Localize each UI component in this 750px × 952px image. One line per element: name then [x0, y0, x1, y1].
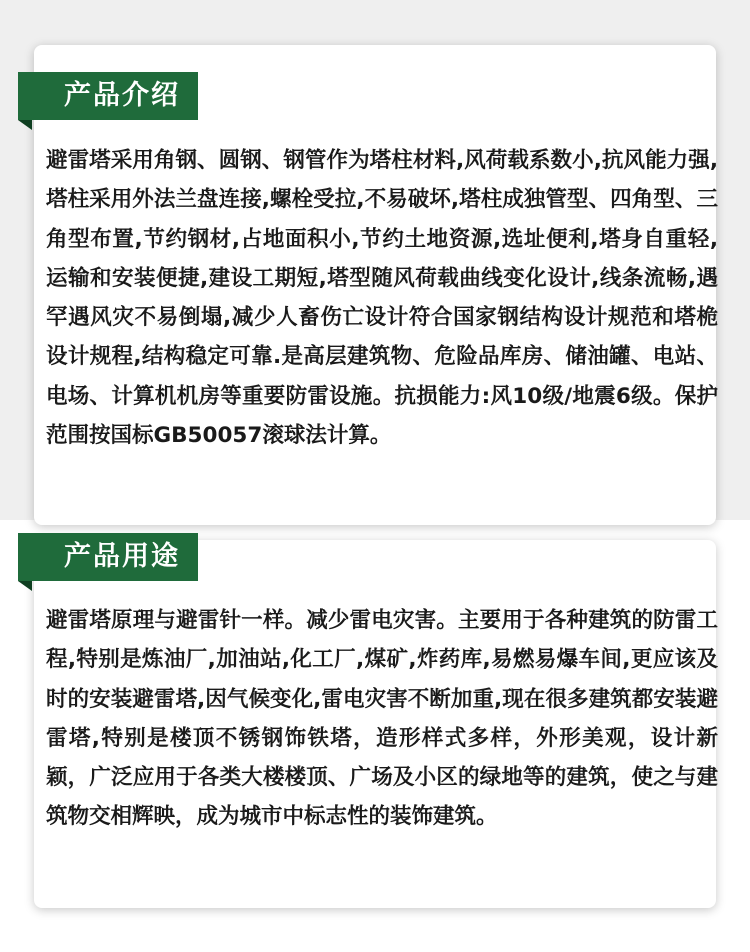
product-usage-heading: 产品用途	[18, 533, 198, 581]
product-intro-heading: 产品介绍	[18, 72, 198, 120]
product-usage-text: 避雷塔原理与避雷针一样。减少雷电灾害。主要用于各种建筑的防雷工程,特别是炼油厂,加油站,化工厂,煤矿,炸药库,易燃易爆车间,更应该及时的安装避雷塔,因气候变化,雷电灾害不断加重,现在很多建筑都安装避雷塔,特别是楼顶不锈钢饰铁塔，造形样式多样，外形美观，设计新颖，广泛应用于各类大楼楼顶、广场及小区的绿地等的建筑，使之与建筑物交相辉映，成为城市中标志性的装饰建筑。	[46, 608, 718, 830]
product-intro-text: 避雷塔采用角钢、圆钢、钢管作为塔柱材料,风荷载系数小,抗风能力强,塔柱采用外法兰盘连接,螺栓受拉,不易破坏,塔柱成独管型、四角型、三角型布置,节约钢材,占地面积小,节约土地资源,选址便利,塔身自重轻,运输和安装便捷,建设工期短,塔型随风荷载曲线变化设计,线条流畅,遇罕遇风灾不易倒塌,减少人畜伤亡设计符合国家钢结构设计规范和塔桅设计规程,结构稳定可靠.是高层建筑物、危险品库房、储油罐、电站、电场、计算机机房等重要防雷设施。抗损能力:风10级/地震6级。保护范围按国标GB50057滚球法计算。	[46, 148, 718, 449]
